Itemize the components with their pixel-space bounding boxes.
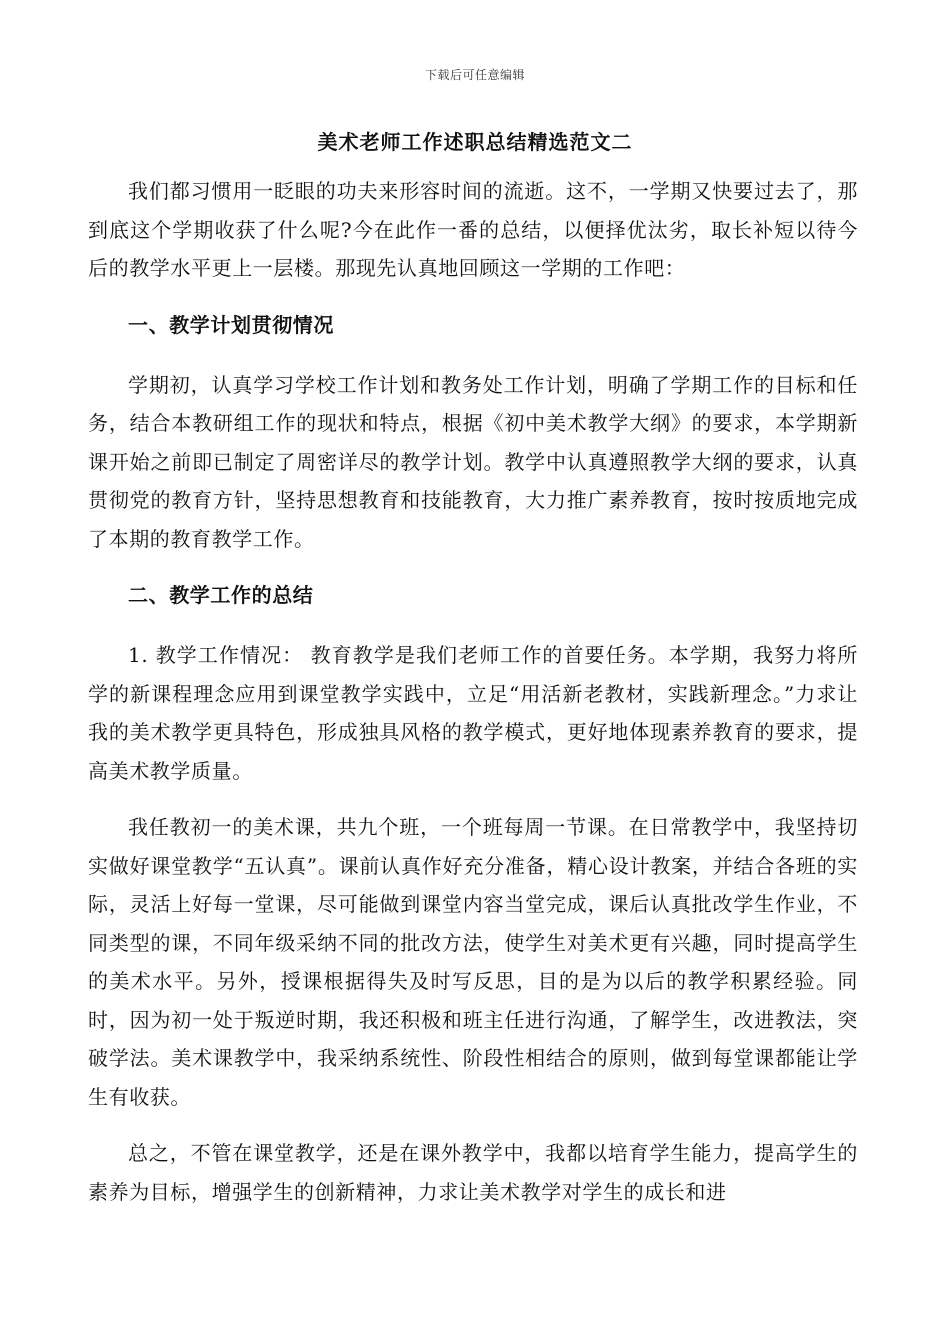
intro-paragraph: 我们都习惯用一眨眼的功夫来形容时间的流逝。这不，一学期又快要过去了，那到底这个学期收获了什么呢?今在此作一番的总结，以便择优汰劣，取长补短以待今后的教学水平更上一层楼。那现先认真地回顾这一学期的工作吧： — [88, 179, 858, 280]
section-heading-summary: 二、教学工作的总结 — [128, 583, 314, 607]
section-heading-plan: 一、教学计划贯彻情况 — [128, 312, 334, 337]
header-note: 下载后可任意编辑 — [424, 68, 525, 82]
daily-teaching-paragraph: 我任教初一的美术课，共九个班，一个班每周一节课。在日常教学中，我坚持切实做好课堂教学“五认真”。课前认真作好充分准备，精心设计教案，并结合各班的实际，灵活上好每一堂课，尽可能做到课堂内容当堂完成，课后认真批改学生作业，不同类型的课，不同年级采纳不同的批改方法，使学生对美术更有兴趣，同时提高学生的美术水平。另外，授课根据得失及时写反思，目的是为以后的教学积累经验。同时，因为初一处于叛逆时期，我还积极和班主任进行沟通，了解学生，改进教法，突破学法。美术课教学中，我采纳系统性、阶段性相结合的原则，做到每堂课都能让学生有收获。 — [88, 815, 858, 1109]
plan-paragraph: 学期初，认真学习学校工作计划和教务处工作计划，明确了学期工作的目标和任务，结合本教研组工作的现状和特点，根据《初中美术教学大纲》的要求，本学期新课开始之前即已制定了周密详尽的教学计划。教学中认真遵照教学大纲的要求，认真贯彻党的教育方针，坚持思想教育和技能教育，大力推广素养教育，按时按质地完成了本期的教育教学工作。 — [88, 372, 858, 551]
document-body — [88, 172, 858, 1229]
teaching-status-paragraph: 1. 教学工作情况： 教育教学是我们老师工作的首要任务。本学期，我努力将所学的新课程理念应用到课堂教学实践中，立足“用活新老教材，实践新理念。”力求让我的美术教学更具特色，形成独具风格的教学模式，更好地体现素养教育的要求，提高美术教学质量。 — [88, 643, 858, 783]
document-title: 美术老师工作述职总结精选范文二 — [317, 130, 633, 154]
conclusion-paragraph: 总之，不管在课堂教学，还是在课外教学中，我都以培育学生能力，提高学生的素养为目标，增强学生的创新精神，力求让美术教学对学生的成长和进 — [88, 1141, 858, 1204]
